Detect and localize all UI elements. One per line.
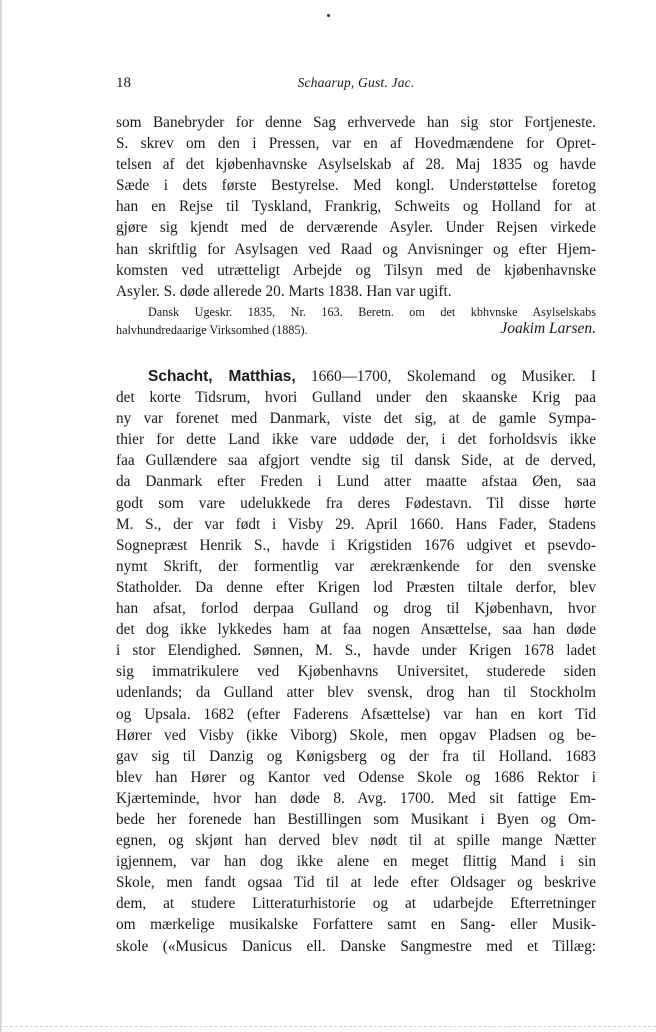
reference-line [116,321,596,339]
page-mark [327,14,330,17]
text-line: telsen af det kjøbenhavnske Asylselskab af 28. Maj 1835 og havde [116,156,596,174]
reference-text: halvhundredaarige Virksomhed (1885). [116,323,308,337]
text-line: Hører ved Visby (ikke Viborg) Skole, men opgav Pladsen og be- [116,726,596,744]
text-line: komsten ved utrætteligt Arbejde og Tilsyn med de kjøbenhavnske [116,261,596,279]
page-bottom-edge [0,1026,656,1028]
text-line: thier for dette Land ikke vare uddøde der, i det forholdsvis ikke [116,431,596,449]
text-line: igjennem, var han dog ikke alene en meget flittig Mand i sin [116,853,596,871]
text-line: skole («Musicus Danicus ell. Danske Sangmestre med et Tillæg: [116,937,596,955]
text-line: bede her forenede han Bestillingen som Musikant i Byen og Om- [116,810,596,828]
entry-schacht [116,366,596,957]
entry-first-line [116,366,596,387]
entry-schaarup-continuation [116,112,596,302]
text-line: udenlands; da Gulland atter blev svensk, drog han til Stockholm [116,684,596,702]
text-line: dem, at studere Litteraturhistorie og at udarbejde Efterretninger [116,895,596,913]
text-line: han afsat, forlod derpaa Gulland og drog til Kjøbenhavn, hvor [116,600,596,618]
text-line: gjøre sig kjendt med de derværende Asyler. Under Rejsen virkede [116,219,596,237]
page-left-edge [0,0,2,1032]
text-line: i stor Elendighed. Sønnen, M. S., havde under Krigen 1678 ladet [116,642,596,660]
text-line: Sæde i dets første Bestyrelse. Med kongl. Understøttelse foretog [116,177,596,195]
text-line: Sognepræst Henrik S., havde i Krigstiden 1676 udgivet et psevdo- [116,536,596,554]
text-line: faa Gullændere saa afgjort vendte sig til dansk Side, at de derved, [116,452,596,470]
text-line: og Upsala. 1682 (efter Faderens Afsættelse) var han en kort Tid [116,705,596,723]
text-line: M. S., der var født i Visby 29. April 1660. Hans Fader, Stadens [116,515,596,533]
text-line: da Danmark efter Freden i Lund atter maatte afstaa Øen, saa [116,473,596,491]
text-line: om mærkelige musikalske Forfattere samt en Sang- eller Musik- [116,916,596,934]
text-line: blev han Hører og Kantor ved Odense Skole og 1686 Rektor i [116,768,596,786]
text-line: som Banebryder for denne Sag erhvervede han sig stor Fortjeneste. [116,114,596,131]
text-line: sig immatrikulere ved Kjøbenhavns Universitet, studerede siden [116,663,596,681]
text-line: han en Rejse til Tyskland, Frankrig, Schweits og Holland for at [116,198,596,216]
text-line: Skole, men fandt ogsaa Tid til at lede efter Oldsager og beskrive [116,874,596,892]
entry-name: Schacht, Matthias, [148,368,296,385]
entry-first-line-text: 1660—1700, Skolemand og Musiker. I [295,368,596,385]
text-line: godt som vare udelukkede fra deres Fødestavn. Til disse hørte [116,494,596,512]
text-line: det dog ikke lykkedes ham at faa nogen Ansættelse, saa han døde [116,621,596,639]
text-line: han skriftlig for Asylsagen ved Raad og Anvisninger og efter Hjem- [116,240,596,258]
text-line: S. skrev om den i Pressen, var en af Hovedmændene for Opret- [116,135,596,153]
text-line: Statholder. Da denne efter Krigen lod Præsten tiltale derfor, blev [116,578,596,596]
text-line: Kjærteminde, hvor han døde 8. Avg. 1700. Med sit fattige Em- [116,789,596,807]
author-signature: Joakim Larsen. [500,320,596,337]
text-line: gav sig til Danzig og Kønigsberg og der fra til Holland. 1683 [116,747,596,765]
text-line: egnen, og skjønt han derved blev nødt til at spille mange Nætter [116,832,596,850]
text-line: det korte Tidsrum, hvori Gulland under den skaanske Krig paa [116,389,596,407]
text-line: ny var forenet med Danmark, viste det sig, at de gamle Sympa- [116,410,596,428]
text-line: Asyler. S. døde allerede 20. Marts 1838. Han var ugift. [116,282,452,300]
running-title: Schaarup, Gust. Jac. [297,75,415,90]
page-number: 18 [116,75,131,91]
reference-line: Dansk Ugeskr. 1835, Nr. 163. Beretn. om det kbhvnske Asylselskabs [148,305,596,319]
page-header [116,75,596,97]
text-line: nymt Skrift, der formentlig var ærekrænkende for den svenske [116,557,596,575]
references [116,303,596,339]
